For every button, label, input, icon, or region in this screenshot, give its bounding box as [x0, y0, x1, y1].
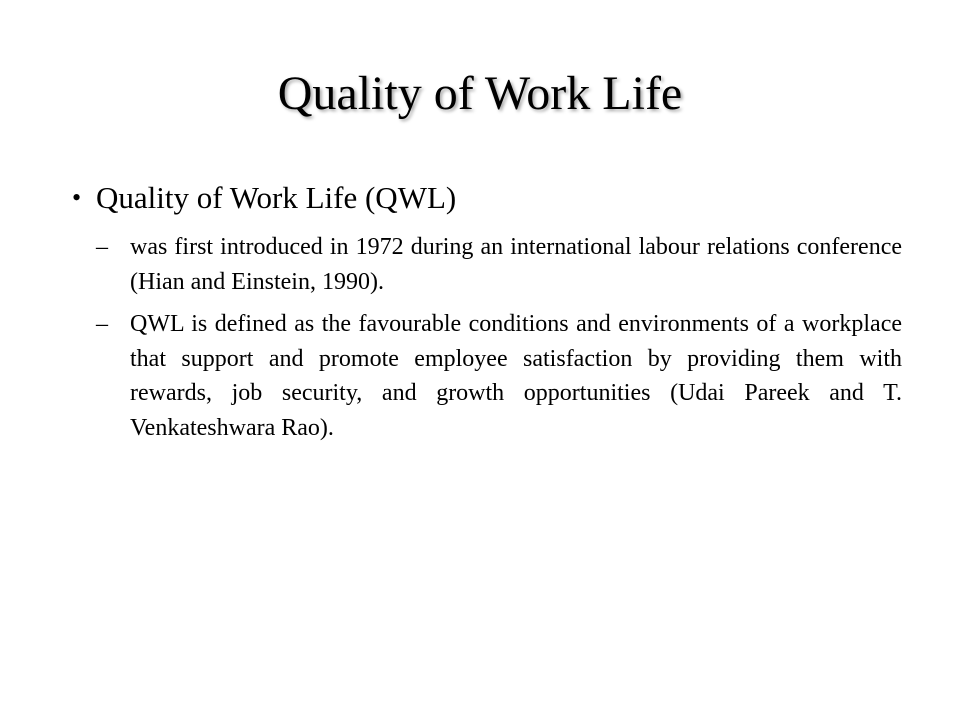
slide-body	[72, 172, 902, 445]
sub-bullet-text: was first introduced in 1972 during an international labour relations conference (Hian and Einstein, 1990).	[130, 234, 902, 295]
bullet-item	[72, 172, 902, 224]
sub-bullet-marker: –	[96, 311, 108, 337]
bullet-marker: •	[72, 183, 82, 212]
sub-bullet-item	[72, 307, 902, 445]
sub-bullet-text: QWL is defined as the favourable conditions and environments of a workplace that support and promote employee satisfaction by providing them with rewards, job security, and growth opportunities (Udai Pareek and T. Venkateshwara Rao).	[130, 311, 902, 441]
bullet-text: Quality of Work Life (QWL)	[96, 180, 457, 215]
sub-bullet-marker: –	[96, 234, 108, 260]
slide-title: Quality of Work Life	[277, 67, 683, 120]
sub-bullet-item	[72, 230, 902, 299]
